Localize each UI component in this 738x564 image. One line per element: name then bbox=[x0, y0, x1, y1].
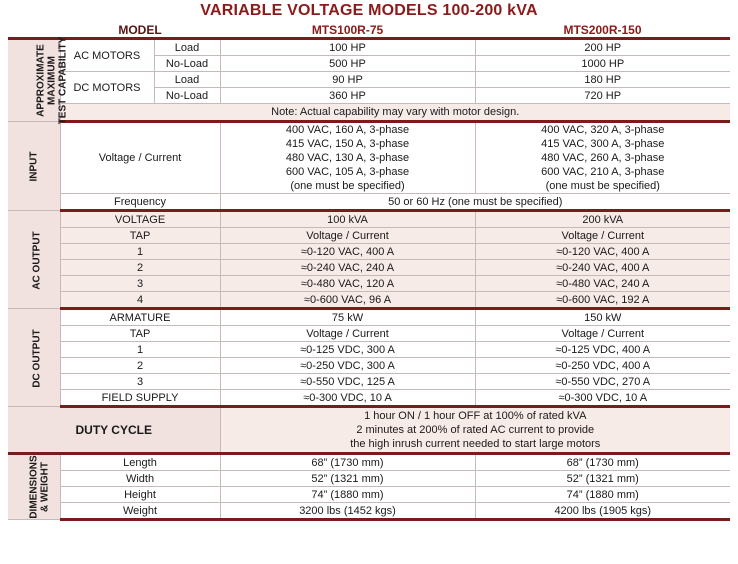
table-row bbox=[8, 260, 730, 276]
frequency-value: 50 or 60 Hz (one must be specified) bbox=[220, 194, 730, 211]
model-1-header: MTS100R-75 bbox=[220, 22, 475, 39]
row-label: FIELD SUPPLY bbox=[60, 390, 220, 407]
category-label: DC OUTPUT bbox=[31, 328, 43, 388]
row-label: 4 bbox=[60, 292, 220, 309]
ac-motors-label: AC MOTORS bbox=[60, 39, 154, 72]
table-row bbox=[8, 122, 730, 194]
cell: ≈0-550 VDC, 125 A bbox=[220, 374, 475, 390]
cell: 500 HP bbox=[220, 56, 475, 72]
cell: 100 kVA bbox=[220, 211, 475, 228]
category-line: & WEIGHT bbox=[39, 461, 51, 512]
cell: 200 HP bbox=[475, 39, 730, 56]
cell: 1000 HP bbox=[475, 56, 730, 72]
table-row bbox=[8, 358, 730, 374]
cell: ≈0-120 VAC, 400 A bbox=[475, 244, 730, 260]
table-row bbox=[8, 104, 730, 122]
duty-cycle-label: DUTY CYCLE bbox=[8, 407, 220, 454]
table-row bbox=[8, 39, 730, 56]
input-line: 400 VAC, 320 A, 3-phase bbox=[541, 124, 665, 136]
table-row bbox=[8, 72, 730, 88]
row-label: 2 bbox=[60, 260, 220, 276]
cell: ≈0-480 VAC, 240 A bbox=[475, 276, 730, 292]
input-line: (one must be specified) bbox=[545, 180, 660, 192]
category-dimensions bbox=[8, 454, 60, 520]
table-row bbox=[8, 194, 730, 211]
table-row bbox=[8, 374, 730, 390]
row-label: 1 bbox=[60, 244, 220, 260]
cell: ≈0-250 VDC, 400 A bbox=[475, 358, 730, 374]
cell: ≈0-480 VAC, 120 A bbox=[220, 276, 475, 292]
row-label: Width bbox=[60, 471, 220, 487]
cell: 74” (1880 mm) bbox=[220, 487, 475, 503]
category-line: APPROXIMATE bbox=[35, 43, 47, 117]
input-col1 bbox=[220, 122, 475, 194]
table-row bbox=[8, 454, 730, 471]
category-line: TEST CAPABILITY bbox=[57, 36, 69, 124]
cell: 100 HP bbox=[220, 39, 475, 56]
duty-line: 1 hour ON / 1 hour OFF at 100% of rated kVA bbox=[364, 410, 587, 422]
cell: ≈0-125 VDC, 300 A bbox=[220, 342, 475, 358]
duty-line: the high inrush current needed to start large motors bbox=[350, 438, 601, 450]
sub-label: Load bbox=[154, 39, 220, 56]
row-label: Weight bbox=[60, 503, 220, 520]
row-label: 1 bbox=[60, 342, 220, 358]
model-2-header: MTS200R-150 bbox=[475, 22, 730, 39]
row-label: TAP bbox=[60, 228, 220, 244]
table-row bbox=[8, 292, 730, 309]
category-test-capability bbox=[8, 36, 69, 124]
cell: 4200 lbs (1905 kgs) bbox=[475, 503, 730, 520]
row-label: ARMATURE bbox=[60, 309, 220, 326]
spec-table bbox=[8, 22, 730, 521]
cell: Voltage / Current bbox=[475, 228, 730, 244]
table-row bbox=[8, 228, 730, 244]
cell: 90 HP bbox=[220, 72, 475, 88]
table-row bbox=[8, 326, 730, 342]
sub-label: No-Load bbox=[154, 88, 220, 104]
row-label: 3 bbox=[60, 276, 220, 292]
cell: 68” (1730 mm) bbox=[220, 454, 475, 471]
cell: ≈0-240 VAC, 400 A bbox=[475, 260, 730, 276]
input-line: 400 VAC, 160 A, 3-phase bbox=[285, 124, 410, 136]
cell: Voltage / Current bbox=[220, 326, 475, 342]
cell: ≈0-250 VDC, 300 A bbox=[220, 358, 475, 374]
cell: 74” (1880 mm) bbox=[475, 487, 730, 503]
table-row bbox=[8, 309, 730, 326]
voltage-current-label: Voltage / Current bbox=[60, 122, 220, 194]
cell: Voltage / Current bbox=[220, 228, 475, 244]
cell: ≈0-125 VDC, 400 A bbox=[475, 342, 730, 358]
row-label: 2 bbox=[60, 358, 220, 374]
category-line: DIMENSIONS bbox=[28, 454, 40, 519]
page-title: VARIABLE VOLTAGE MODELS 100-200 kVA bbox=[200, 2, 538, 19]
frequency-label: Frequency bbox=[60, 194, 220, 211]
cell: 75 kW bbox=[220, 309, 475, 326]
row-label: VOLTAGE bbox=[60, 211, 220, 228]
cell: 68” (1730 mm) bbox=[475, 454, 730, 471]
category-ac-output bbox=[8, 211, 60, 309]
input-line: 600 VAC, 105 A, 3-phase bbox=[285, 166, 410, 178]
table-row bbox=[8, 503, 730, 520]
table-row bbox=[8, 211, 730, 228]
table-row bbox=[8, 276, 730, 292]
input-line: (one must be specified) bbox=[290, 180, 405, 192]
category-dc-output bbox=[8, 309, 60, 407]
table-row bbox=[8, 487, 730, 503]
table-row bbox=[8, 407, 730, 454]
row-label: TAP bbox=[60, 326, 220, 342]
input-line: 480 VAC, 130 A, 3-phase bbox=[285, 152, 410, 164]
cell: ≈0-300 VDC, 10 A bbox=[475, 390, 730, 407]
cell: 360 HP bbox=[220, 88, 475, 104]
cell: ≈0-600 VAC, 192 A bbox=[475, 292, 730, 309]
model-header: MODEL bbox=[60, 22, 220, 39]
cell: ≈0-600 VAC, 96 A bbox=[220, 292, 475, 309]
cell: Voltage / Current bbox=[475, 326, 730, 342]
cell: 52” (1321 mm) bbox=[475, 471, 730, 487]
category-label: AC OUTPUT bbox=[31, 230, 43, 290]
sub-label: Load bbox=[154, 72, 220, 88]
cell: ≈0-120 VAC, 400 A bbox=[220, 244, 475, 260]
input-line: 415 VAC, 300 A, 3-phase bbox=[541, 138, 665, 150]
input-col2 bbox=[475, 122, 730, 194]
cell: ≈0-550 VDC, 270 A bbox=[475, 374, 730, 390]
duty-line: 2 minutes at 200% of rated AC current to provide bbox=[356, 424, 595, 436]
cell: ≈0-300 VDC, 10 A bbox=[220, 390, 475, 407]
cell: 52” (1321 mm) bbox=[220, 471, 475, 487]
input-line: 600 VAC, 210 A, 3-phase bbox=[541, 166, 665, 178]
table-row bbox=[8, 471, 730, 487]
row-label: Length bbox=[60, 454, 220, 471]
cell: 720 HP bbox=[475, 88, 730, 104]
row-label: Height bbox=[60, 487, 220, 503]
cell: 180 HP bbox=[475, 72, 730, 88]
header-row bbox=[8, 22, 730, 39]
cell: 3200 lbs (1452 kgs) bbox=[220, 503, 475, 520]
row-label: 3 bbox=[60, 374, 220, 390]
category-line: MAXIMUM bbox=[46, 55, 58, 105]
table-row bbox=[8, 244, 730, 260]
input-line: 415 VAC, 150 A, 3-phase bbox=[285, 138, 410, 150]
input-line: 480 VAC, 260 A, 3-phase bbox=[541, 152, 665, 164]
category-label: INPUT bbox=[28, 151, 40, 182]
sub-label: No-Load bbox=[154, 56, 220, 72]
duty-cycle-text bbox=[220, 407, 730, 454]
table-row bbox=[8, 342, 730, 358]
category-input bbox=[8, 122, 60, 211]
table-row bbox=[8, 390, 730, 407]
dc-motors-label: DC MOTORS bbox=[60, 72, 154, 104]
capability-note: Note: Actual capability may vary with motor design. bbox=[60, 104, 730, 122]
cell: ≈0-240 VAC, 240 A bbox=[220, 260, 475, 276]
cell: 150 kW bbox=[475, 309, 730, 326]
cell: 200 kVA bbox=[475, 211, 730, 228]
